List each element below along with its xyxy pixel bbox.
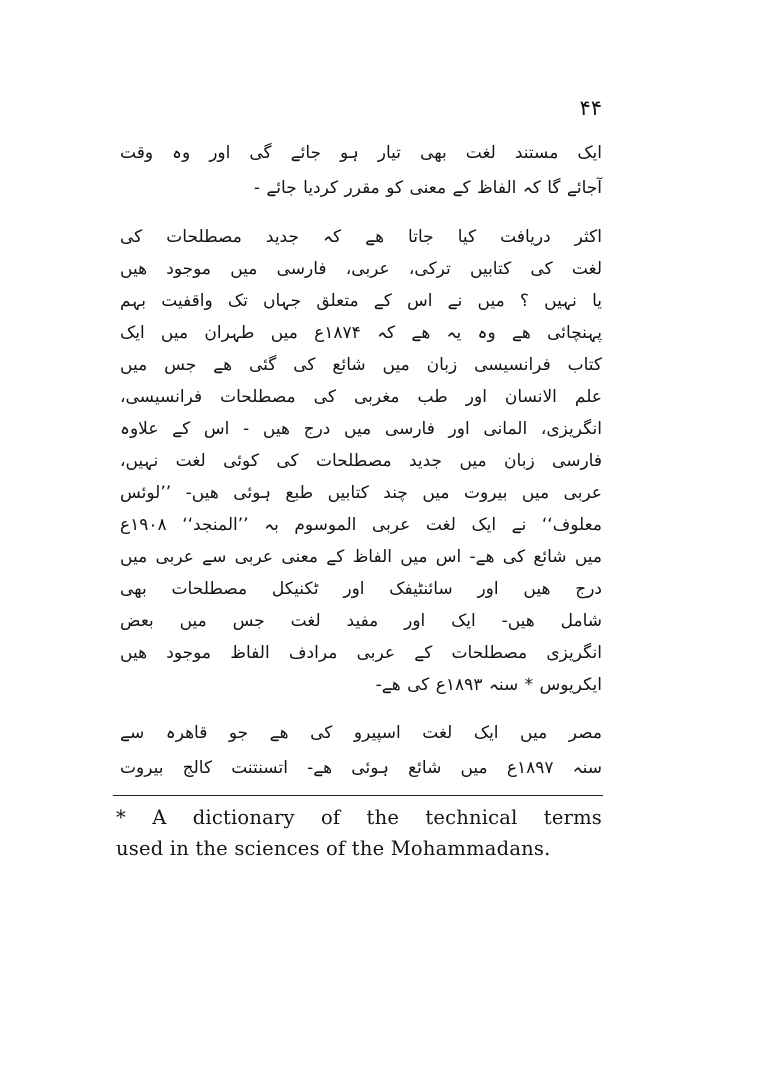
paragraph-2-line-9: عربی میں بیروت میں چند کتابیں طبع ہوئی ھیں- ’’لوئس xyxy=(120,483,602,503)
paragraph-3-line-2: سنہ ۱۸۹۷ع میں شائع ہوئی ھے- اتسنتنت کالج بیروت xyxy=(120,758,602,778)
footnote-divider xyxy=(113,795,603,796)
paragraph-2-line-8: فارسی زبان میں جدید مصطلحات کی کوئی لغت نہیں، xyxy=(120,451,602,471)
paragraph-2-line-13: شامل ھیں- ایک اور مفید لغت جس میں بعض xyxy=(120,611,602,631)
paragraph-2-line-7: انگریزی، المانی اور فارسی میں درج ھیں - اس کے علاوہ xyxy=(120,419,602,439)
paragraph-2-line-2: لغت کی کتابیں ترکی، عربی، فارسی میں موجود ھیں xyxy=(120,259,602,279)
paragraph-2-line-5: کتاب فرانسیسی زبان میں شائع کی گئی ھے جس میں xyxy=(120,355,602,375)
paragraph-3-line-1: مصر میں ایک لغت اسپیرو کی ھے جو قاھرہ سے xyxy=(120,723,602,743)
paragraph-2-line-14: انگریزی مصطلحات کے عربی مرادف الفاظ موجود ھیں xyxy=(120,643,602,663)
paragraph-2-line-3: یا نہیں ؟ میں نے اس کے متعلق جہاں تک واقفیت بہم xyxy=(120,291,602,311)
paragraph-2-line-11: میں شائع کی ھے- اس میں الفاظ کے معنی عربی سے عربی میں xyxy=(120,547,602,567)
paragraph-2-line-1: اکثر دریافت کیا جاتا ھے کہ جدید مصطلحات کی xyxy=(120,227,602,247)
paragraph-1-line-1: ایک مستند لغت بھی تیار ہو جائے گی اور وہ وقت xyxy=(120,143,602,163)
paragraph-2-line-6: علم الانسان اور طب مغربی کی مصطلحات فرانسیسی، xyxy=(120,387,602,407)
footnote-line-2: used in the sciences of the Mohammadans. xyxy=(116,837,551,860)
paragraph-2-line-10: معلوف‘‘ نے ایک لغت عربی الموسوم بہ ’’المنجد‘‘ ۱۹۰۸ع xyxy=(120,515,602,535)
footnote-line-1: * A dictionary of the technical terms xyxy=(116,806,602,829)
paragraph-2-line-12: درج ھیں اور سائنٹیفک اور ٹکنیکل مصطلحات بھی xyxy=(120,579,602,599)
paragraph-2-line-4: پہنچائی ھے وہ یہ ھے کہ ۱۸۷۴ع میں طہران میں ایک xyxy=(120,323,602,343)
paragraph-2-line-15: ایکریوس * سنہ ۱۸۹۳ع کی ھے- xyxy=(375,675,602,695)
paragraph-1-line-2: آجائے گا کہ الفاظ کے معنی کو مقرر کردیا جائے - xyxy=(253,178,602,198)
page-number: ۴۴ xyxy=(579,96,602,120)
